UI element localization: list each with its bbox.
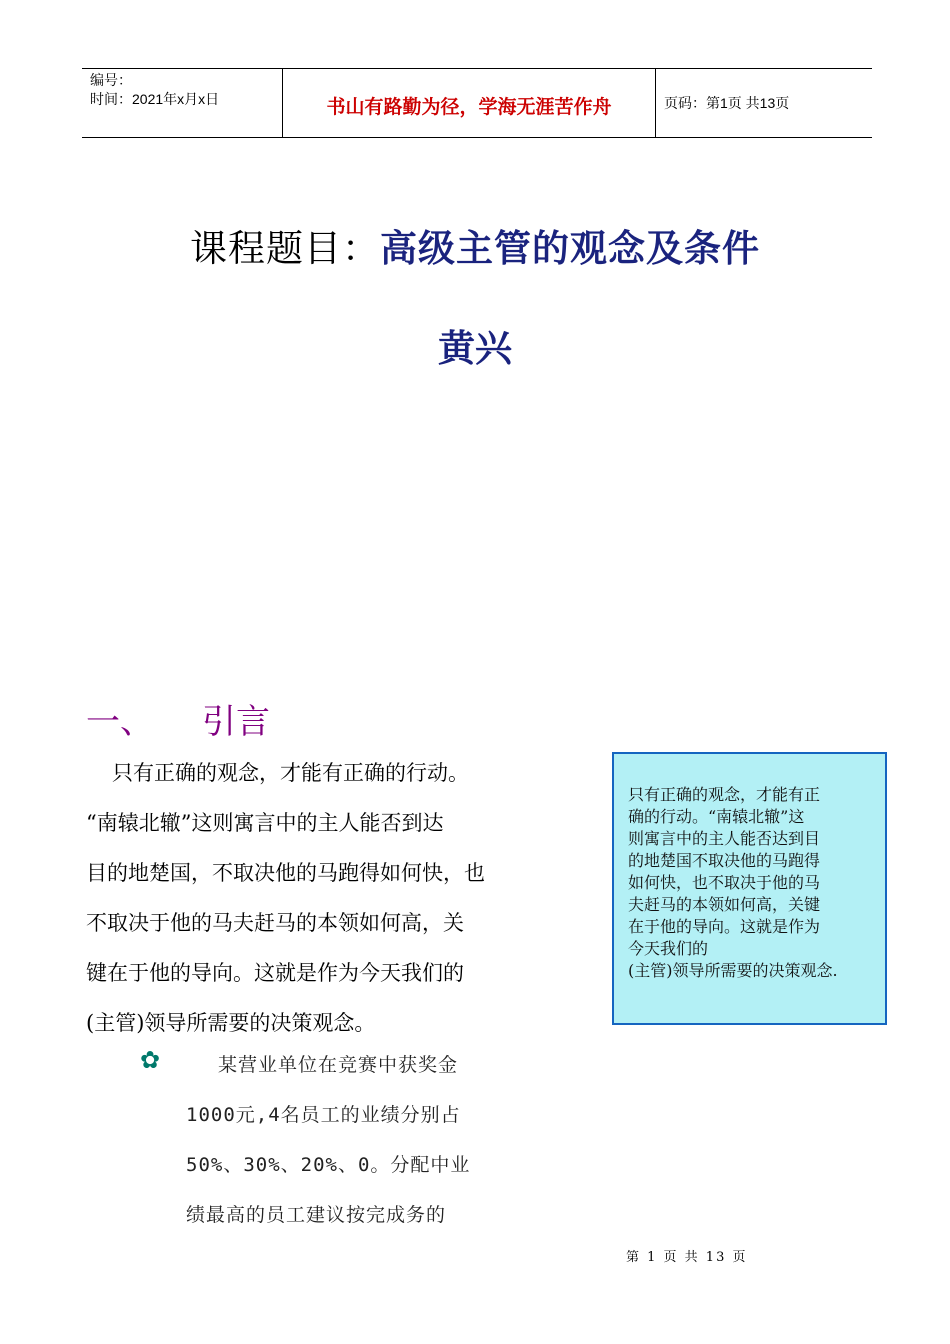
callout-line: 只有正确的观念，才能有正 [628, 785, 821, 804]
page-info: 页码：第1页 共13页 [664, 95, 790, 111]
callout-line: 夫赶马的本领如何高，关键 [628, 895, 821, 914]
course-title-label: 课程题目： [190, 227, 380, 270]
section-number: 一、 [86, 702, 154, 742]
author-name: 黄兴 [438, 327, 512, 370]
section-heading [86, 694, 270, 743]
date-label: 时间：2021年x月x日 [90, 91, 220, 107]
callout-box [612, 752, 887, 1025]
header-left-cell [82, 69, 283, 137]
callout-line: 则寓言中的主人能否达到目 [628, 829, 821, 848]
callout-line: (主管)领导所需要的决策观念. [628, 961, 838, 980]
body-paragraph [86, 748, 556, 1048]
bullet-line: 1000元,4名员工的业绩分别占 [186, 1104, 461, 1126]
body-line: 不取决于他的马夫赶马的本领如何高，关 [86, 911, 464, 935]
number-label: 编号： [90, 72, 132, 88]
body-line: “南辕北辙”这则寓言中的主人能否到达 [86, 811, 444, 835]
callout-line: 确的行动。“南辕北辙”这 [628, 807, 805, 826]
bullet-item [186, 1040, 516, 1240]
callout-line: 在于他的导向。这就是作为 [628, 917, 821, 936]
motto: 书山有路勤为径，学海无涯苦作舟 [283, 69, 656, 137]
section-title: 引言 [202, 702, 270, 742]
course-title [0, 218, 950, 272]
page-footer: 第 1 页 共 13 页 [626, 1250, 748, 1265]
callout-line: 今天我们的 [628, 939, 709, 958]
body-line: (主管)领导所需要的决策观念。 [86, 1011, 376, 1035]
body-line: 键在于他的导向。这就是作为今天我们的 [86, 961, 464, 985]
bullet-line: 50%、30%、20%、0。分配中业 [186, 1154, 471, 1176]
course-title-name: 高级主管的观念及条件 [380, 227, 760, 270]
flower-icon: ✿ [140, 1046, 161, 1074]
callout-line: 如何快，也不取决于他的马 [628, 873, 821, 892]
bullet-line: 绩最高的员工建议按完成务的 [186, 1204, 447, 1226]
body-line: 只有正确的观念，才能有正确的行动。 [112, 761, 469, 785]
callout-line: 的地楚国不取决他的马跑得 [628, 851, 821, 870]
body-line: 目的地楚国，不取决他的马跑得如何快，也 [86, 861, 485, 885]
header-table [82, 68, 872, 138]
bullet-line: 某营业单位在竞赛中获奖金 [218, 1054, 459, 1076]
